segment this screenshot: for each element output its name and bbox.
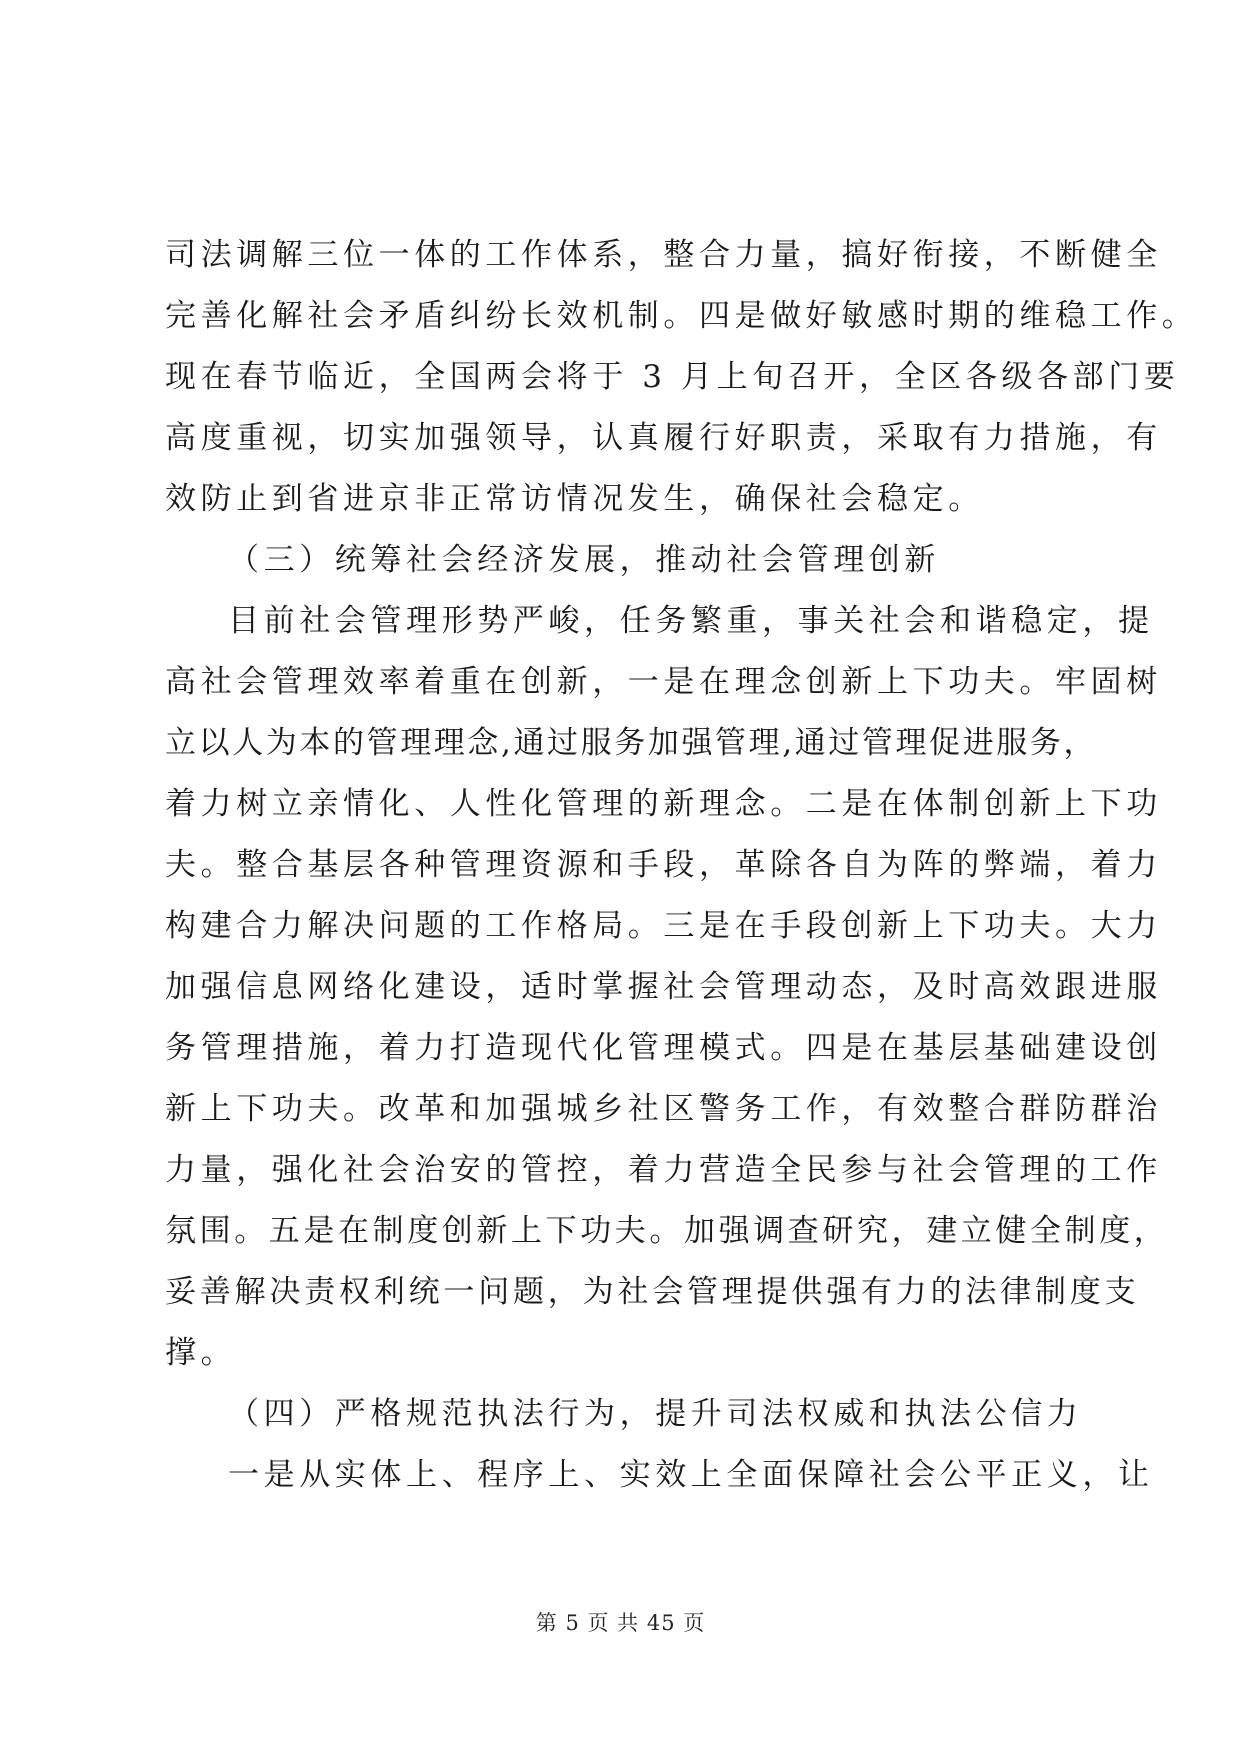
section-heading: （三）统筹社会经济发展，推动社会管理创新 [228,542,940,578]
text-line: 现在春节临近，全国两会将于 3 月上旬召开，全区各级各部门要 [165,359,1180,395]
text-line: 撑。 [165,1335,237,1371]
text-line: 妥善解决责权利统一问题，为社会管理提供强有力的法律制度支 [165,1274,1140,1310]
text-line: 氛围。五是在制度创新上下功夫。加强调查研究，建立健全制度， [165,1213,1169,1249]
page-number-footer: 第 5 页 共 45 页 [535,1611,706,1635]
text-line: 加强信息网络化建设，适时掌握社会管理动态，及时高效跟进服 [165,969,1162,1005]
text-line: 构建合力解决问题的工作格局。三是在手段创新上下功夫。大力 [165,908,1162,944]
text-line: 高度重视，切实加强领导，认真履行好职责，采取有力措施，有 [165,420,1162,456]
text-line: 力量，强化社会治安的管控，着力营造全民参与社会管理的工作 [165,1152,1162,1188]
text-line: 效防止到省进京非正常访情况发生，确保社会稳定。 [165,481,984,517]
text-line: 完善化解社会矛盾纠纷长效机制。四是做好敏感时期的维稳工作。 [165,298,1198,334]
text-line: 高社会管理效率着重在创新，一是在理念创新上下功夫。牢固树 [165,664,1162,700]
text-line: 务管理措施，着力打造现代化管理模式。四是在基层基础建设创 [165,1030,1162,1066]
text-line: 着力树立亲情化、人性化管理的新理念。二是在体制创新上下功 [165,786,1162,822]
text-line: 新上下功夫。改革和加强城乡社区警务工作，有效整合群防群治 [165,1091,1162,1127]
section-heading: （四）严格规范执法行为，提升司法权威和执法公信力 [228,1396,1083,1432]
text-line: 司法调解三位一体的工作体系，整合力量，搞好衔接，不断健全 [165,237,1162,273]
paragraph-start-line: 目前社会管理形势严峻，任务繁重，事关社会和谐稳定，提 [228,603,1154,639]
text-line: 夫。整合基层各种管理资源和手段，革除各自为阵的弊端，着力 [165,847,1162,883]
paragraph-start-line: 一是从实体上、程序上、实效上全面保障社会公平正义，让 [228,1457,1154,1493]
text-line: 立以人为本的管理理念,通过服务加强管理,通过管理促进服务， [165,725,1098,761]
